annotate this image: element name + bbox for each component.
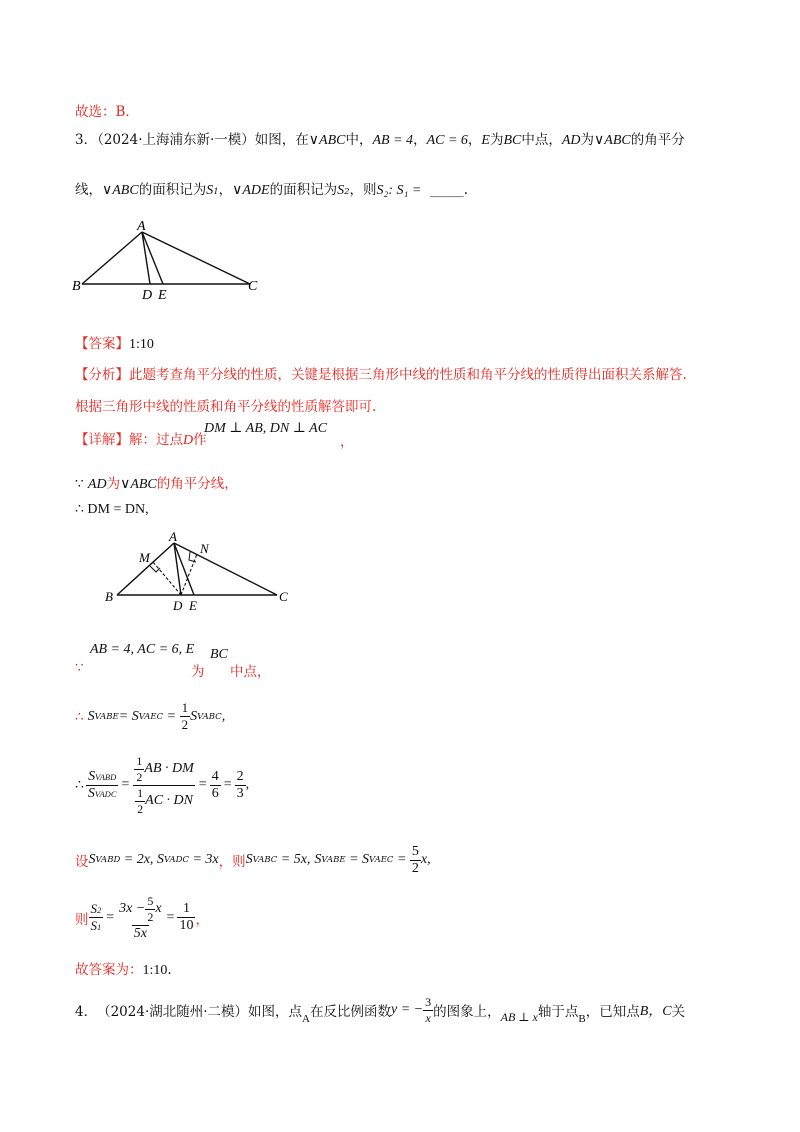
label-C: C bbox=[279, 589, 288, 604]
answer-blank: _____ bbox=[429, 182, 464, 198]
label-N: N bbox=[200, 541, 209, 556]
big-fraction: $\frac{1}{2}$ AB · DM $\frac{1}{2}$ AC · DN bbox=[132, 754, 195, 817]
ratio-result-line: 则 $\frac{S2}{S1}$ = 3x − $\frac{5}{2}$ x 5x = $\frac{1}{10}$ ， bbox=[75, 893, 209, 941]
because-bisector: ∵ AD为∨ABC的角平分线， bbox=[75, 476, 238, 492]
q3-line2: 线，∨ABC的面积记为S1，∨ADE的面积记为S2，则S₂: S₁ = _____. bbox=[75, 182, 468, 198]
label-A: A bbox=[169, 529, 177, 544]
analysis-line2: 根据三角形中线的性质和角平分线的性质解答即可. bbox=[75, 399, 377, 415]
assumption-line: 设 S VABD = 2x, S VADC = 3x ，则 S VABC = 5x, S VABE = S VAEC = $\frac{5}{2}$ x, bbox=[75, 843, 431, 876]
ratio-derivation: ∴ $\frac{\text{SVABD}}{\text{SVADC}}$ = $\frac{1}{2}$ AB · DM $\frac{1}{2}$ AC · DN = $\frac{4}{6}$ = $\frac{2}{3}$ , bbox=[75, 753, 250, 816]
analysis-line1: 【分析】此题考查角平分线的性质，关键是根据三角形中线的性质和角平分线的性质得出面积关系解答. bbox=[75, 367, 687, 383]
label-B: B bbox=[105, 589, 113, 604]
q3-source: （2024·上海浦东新·一模） bbox=[97, 132, 255, 148]
label-C: C bbox=[248, 279, 258, 294]
label-E: E bbox=[189, 598, 197, 613]
q3-line1: 3．（2024·上海浦东新·一模）如图，在∨ABC中，AB = 4，AC = 6，E为BC中点，AD为∨ABC的角平分 bbox=[75, 132, 685, 148]
therefore-dm-dn: ∴ DM = DN, bbox=[75, 502, 149, 517]
label-D: D bbox=[142, 288, 153, 303]
perp-statement: DM ⊥ AB, DN ⊥ AC bbox=[204, 421, 328, 436]
chosen-answer: 故选：B． bbox=[75, 104, 139, 120]
q4-source: （2024·湖北随州·二模） bbox=[97, 1004, 249, 1020]
fraction-half: $\frac{1}{2}$ bbox=[181, 700, 189, 732]
because-equation: AB = 4, AC = 6, E bbox=[90, 642, 195, 657]
label-B: B bbox=[72, 279, 81, 294]
answer-line: 【答案】1:10 bbox=[75, 336, 154, 352]
detail-line: 【详解】解：过点D作 bbox=[75, 432, 207, 448]
triangle-figure-2 bbox=[95, 528, 305, 613]
label-E: E bbox=[158, 288, 167, 303]
triangle-figure-1 bbox=[60, 215, 280, 305]
q3-number: 3． bbox=[75, 132, 98, 148]
final-answer: 故答案为：1:10. bbox=[75, 962, 172, 978]
q4-line: 4． （2024·湖北随州·二模） 如图，点 A 在反比例函数 y = − $\frac{3}{x}$ 的图象上， AB ⊥ x 轴于点 B ，已知点 B，C 关 bbox=[75, 994, 686, 1025]
label-M: M bbox=[139, 550, 150, 565]
because-symbol: ∵ bbox=[75, 660, 84, 676]
ratio-fraction: $\frac{\text{SVABD}}{\text{SVADC}}$ bbox=[87, 768, 117, 801]
label-D: D bbox=[173, 598, 183, 613]
label-A: A bbox=[137, 219, 146, 234]
area-equality: ∴ S VABE = S VAEC = $\frac{1}{2}$ S VABC , bbox=[75, 700, 226, 732]
triangle-symbol: ∨ bbox=[308, 133, 320, 148]
q4-number: 4． bbox=[75, 1004, 98, 1020]
